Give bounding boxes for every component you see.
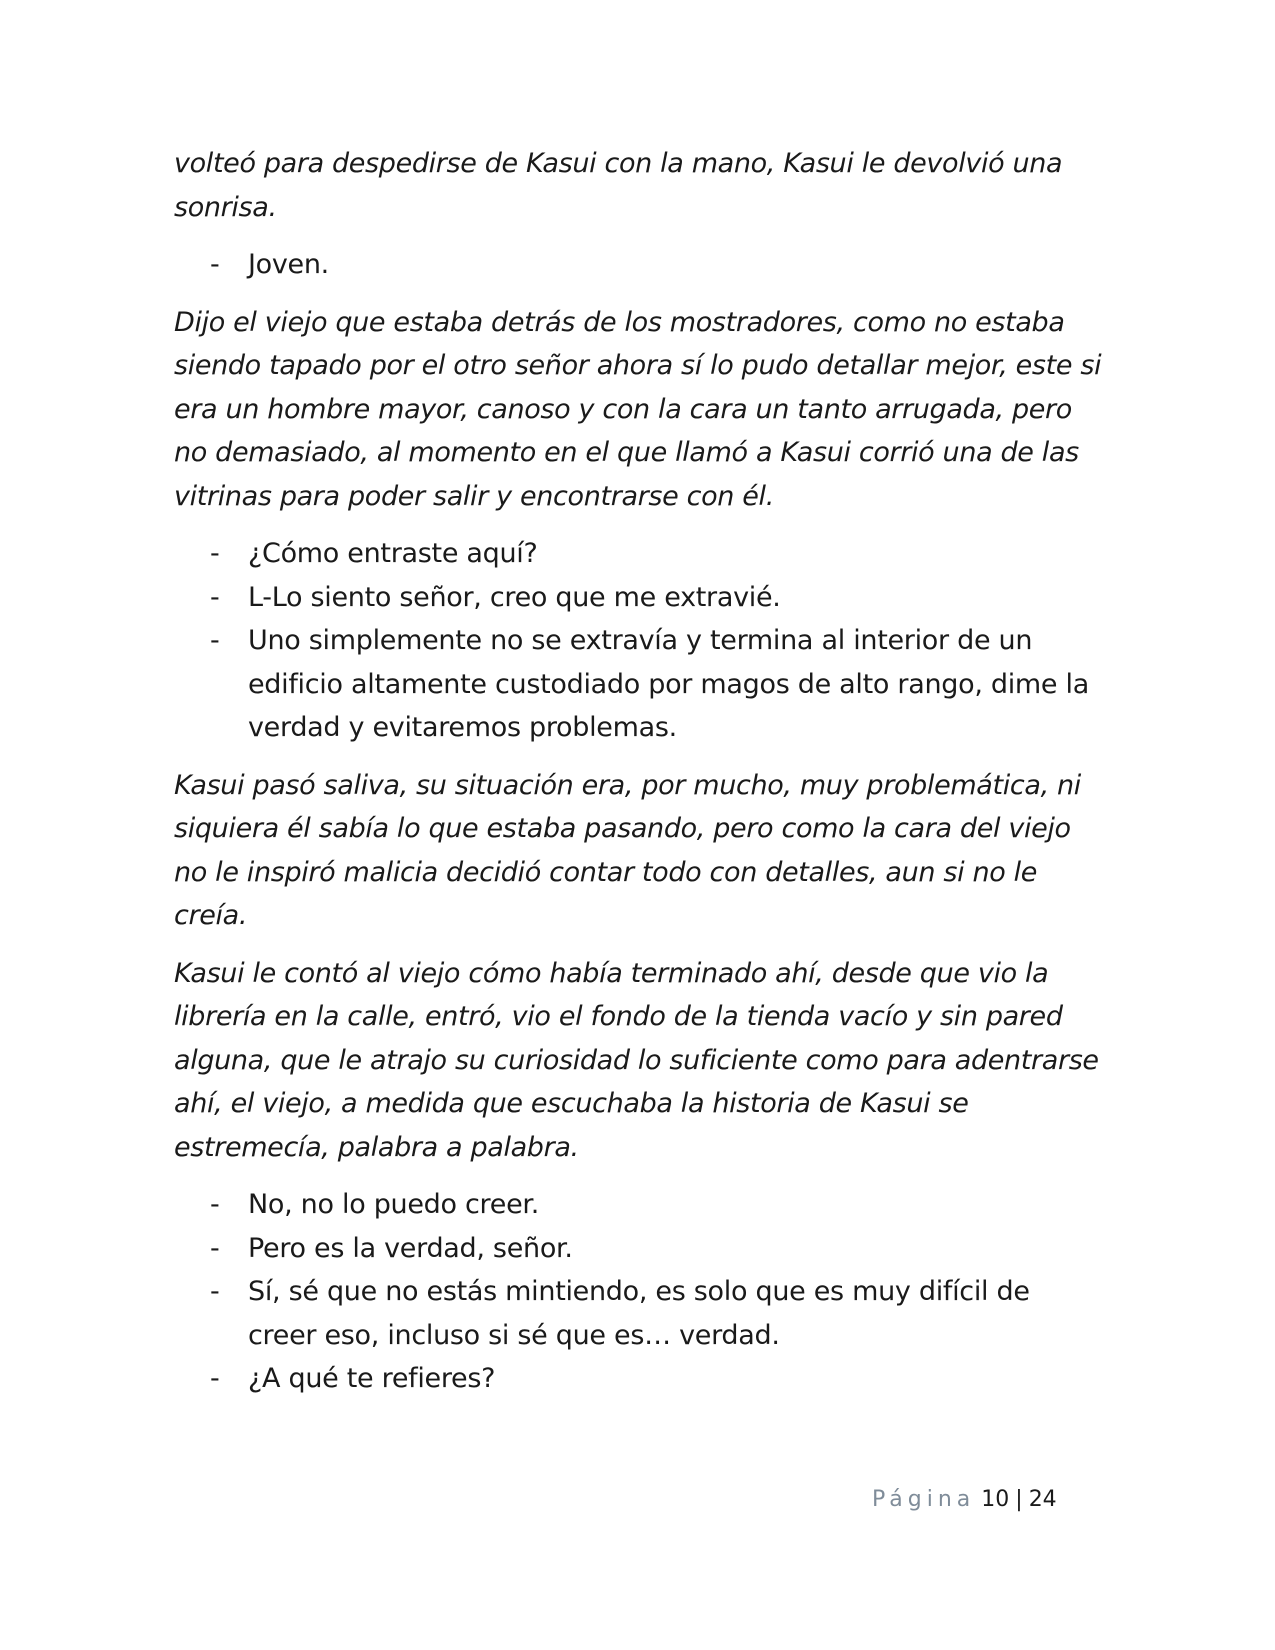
dialogue-dash: -: [210, 1276, 220, 1307]
page-footer: [872, 1487, 1057, 1512]
dialogue-line: [174, 243, 1104, 287]
page-label: Página: [872, 1487, 976, 1512]
dialogue-text: No, no lo puedo creer.: [248, 1189, 539, 1220]
dialogue-line: [174, 576, 1104, 620]
page-body: [174, 142, 1104, 1415]
dialogue-line: [174, 1183, 1104, 1227]
dialogue-text: ¿A qué te refieres?: [248, 1363, 496, 1394]
page-total: 24: [1028, 1487, 1057, 1512]
narrative-paragraph: Dijo el viejo que estaba detrás de los mostradores, como no estaba siendo tapado por el otro señor ahora sí lo pudo detallar mejor, este si era un hombre mayor, canoso y con la cara un tanto arrugada, pero no demasiado, al momento en el que llamó a Kasui corrió una de las vitrinas para poder salir y encontrarse con él.: [174, 306, 1102, 512]
dialogue-list: [174, 1183, 1104, 1401]
dialogue-dash: -: [210, 1232, 220, 1264]
dialogue-list: [174, 532, 1104, 750]
narrative-paragraph: Kasui le contó al viejo cómo había terminado ahí, desde que vio la librería en la calle, entró, vio el fondo de la tienda vacío y sin pared alguna, que le atrajo su curiosidad lo suficiente como para adentrarse ahí, el viejo, a medida que escuchaba la historia de Kasui se estremecía, palabra a palabra.: [174, 957, 1099, 1163]
dialogue-dash: -: [210, 1189, 220, 1220]
dialogue-line: [174, 532, 1104, 576]
page-number: 10: [981, 1487, 1010, 1512]
dialogue-dash: -: [210, 249, 220, 280]
dialogue-line: [174, 619, 1104, 750]
dialogue-dash: -: [210, 1363, 220, 1394]
dialogue-dash: -: [210, 625, 220, 656]
dialogue-list: [174, 243, 1104, 287]
dialogue-line: [174, 1227, 1104, 1271]
narrative-paragraph: Kasui pasó saliva, su situación era, por mucho, muy problemática, ni siquiera él sabía lo que estaba pasando, pero como la cara del viejo no le inspiró malicia decidió contar todo con detalles, aun si no le creía.: [174, 769, 1081, 931]
dialogue-text: L-Lo siento señor, creo que me extravié.: [248, 581, 781, 613]
dialogue-line: [174, 1270, 1104, 1357]
dialogue-line: [174, 1357, 1104, 1401]
dialogue-dash: -: [210, 538, 220, 569]
dialogue-text: Pero es la verdad, señor.: [248, 1232, 573, 1264]
dialogue-text: Uno simplemente no se extravía y termina al interior de un edificio altamente custodiado por magos de alto rango, dime la verdad y evitaremos problemas.: [248, 625, 1089, 743]
dialogue-text: ¿Cómo entraste aquí?: [248, 538, 538, 569]
dialogue-text: Joven.: [248, 249, 329, 280]
narrative-paragraph: volteó para despedirse de Kasui con la mano, Kasui le devolvió una sonrisa.: [174, 148, 1063, 223]
dialogue-dash: -: [210, 581, 220, 613]
dialogue-text: Sí, sé que no estás mintiendo, es solo que es muy difícil de creer eso, incluso si sé que es… verdad.: [248, 1276, 1030, 1351]
page-separator: |: [1015, 1487, 1023, 1512]
